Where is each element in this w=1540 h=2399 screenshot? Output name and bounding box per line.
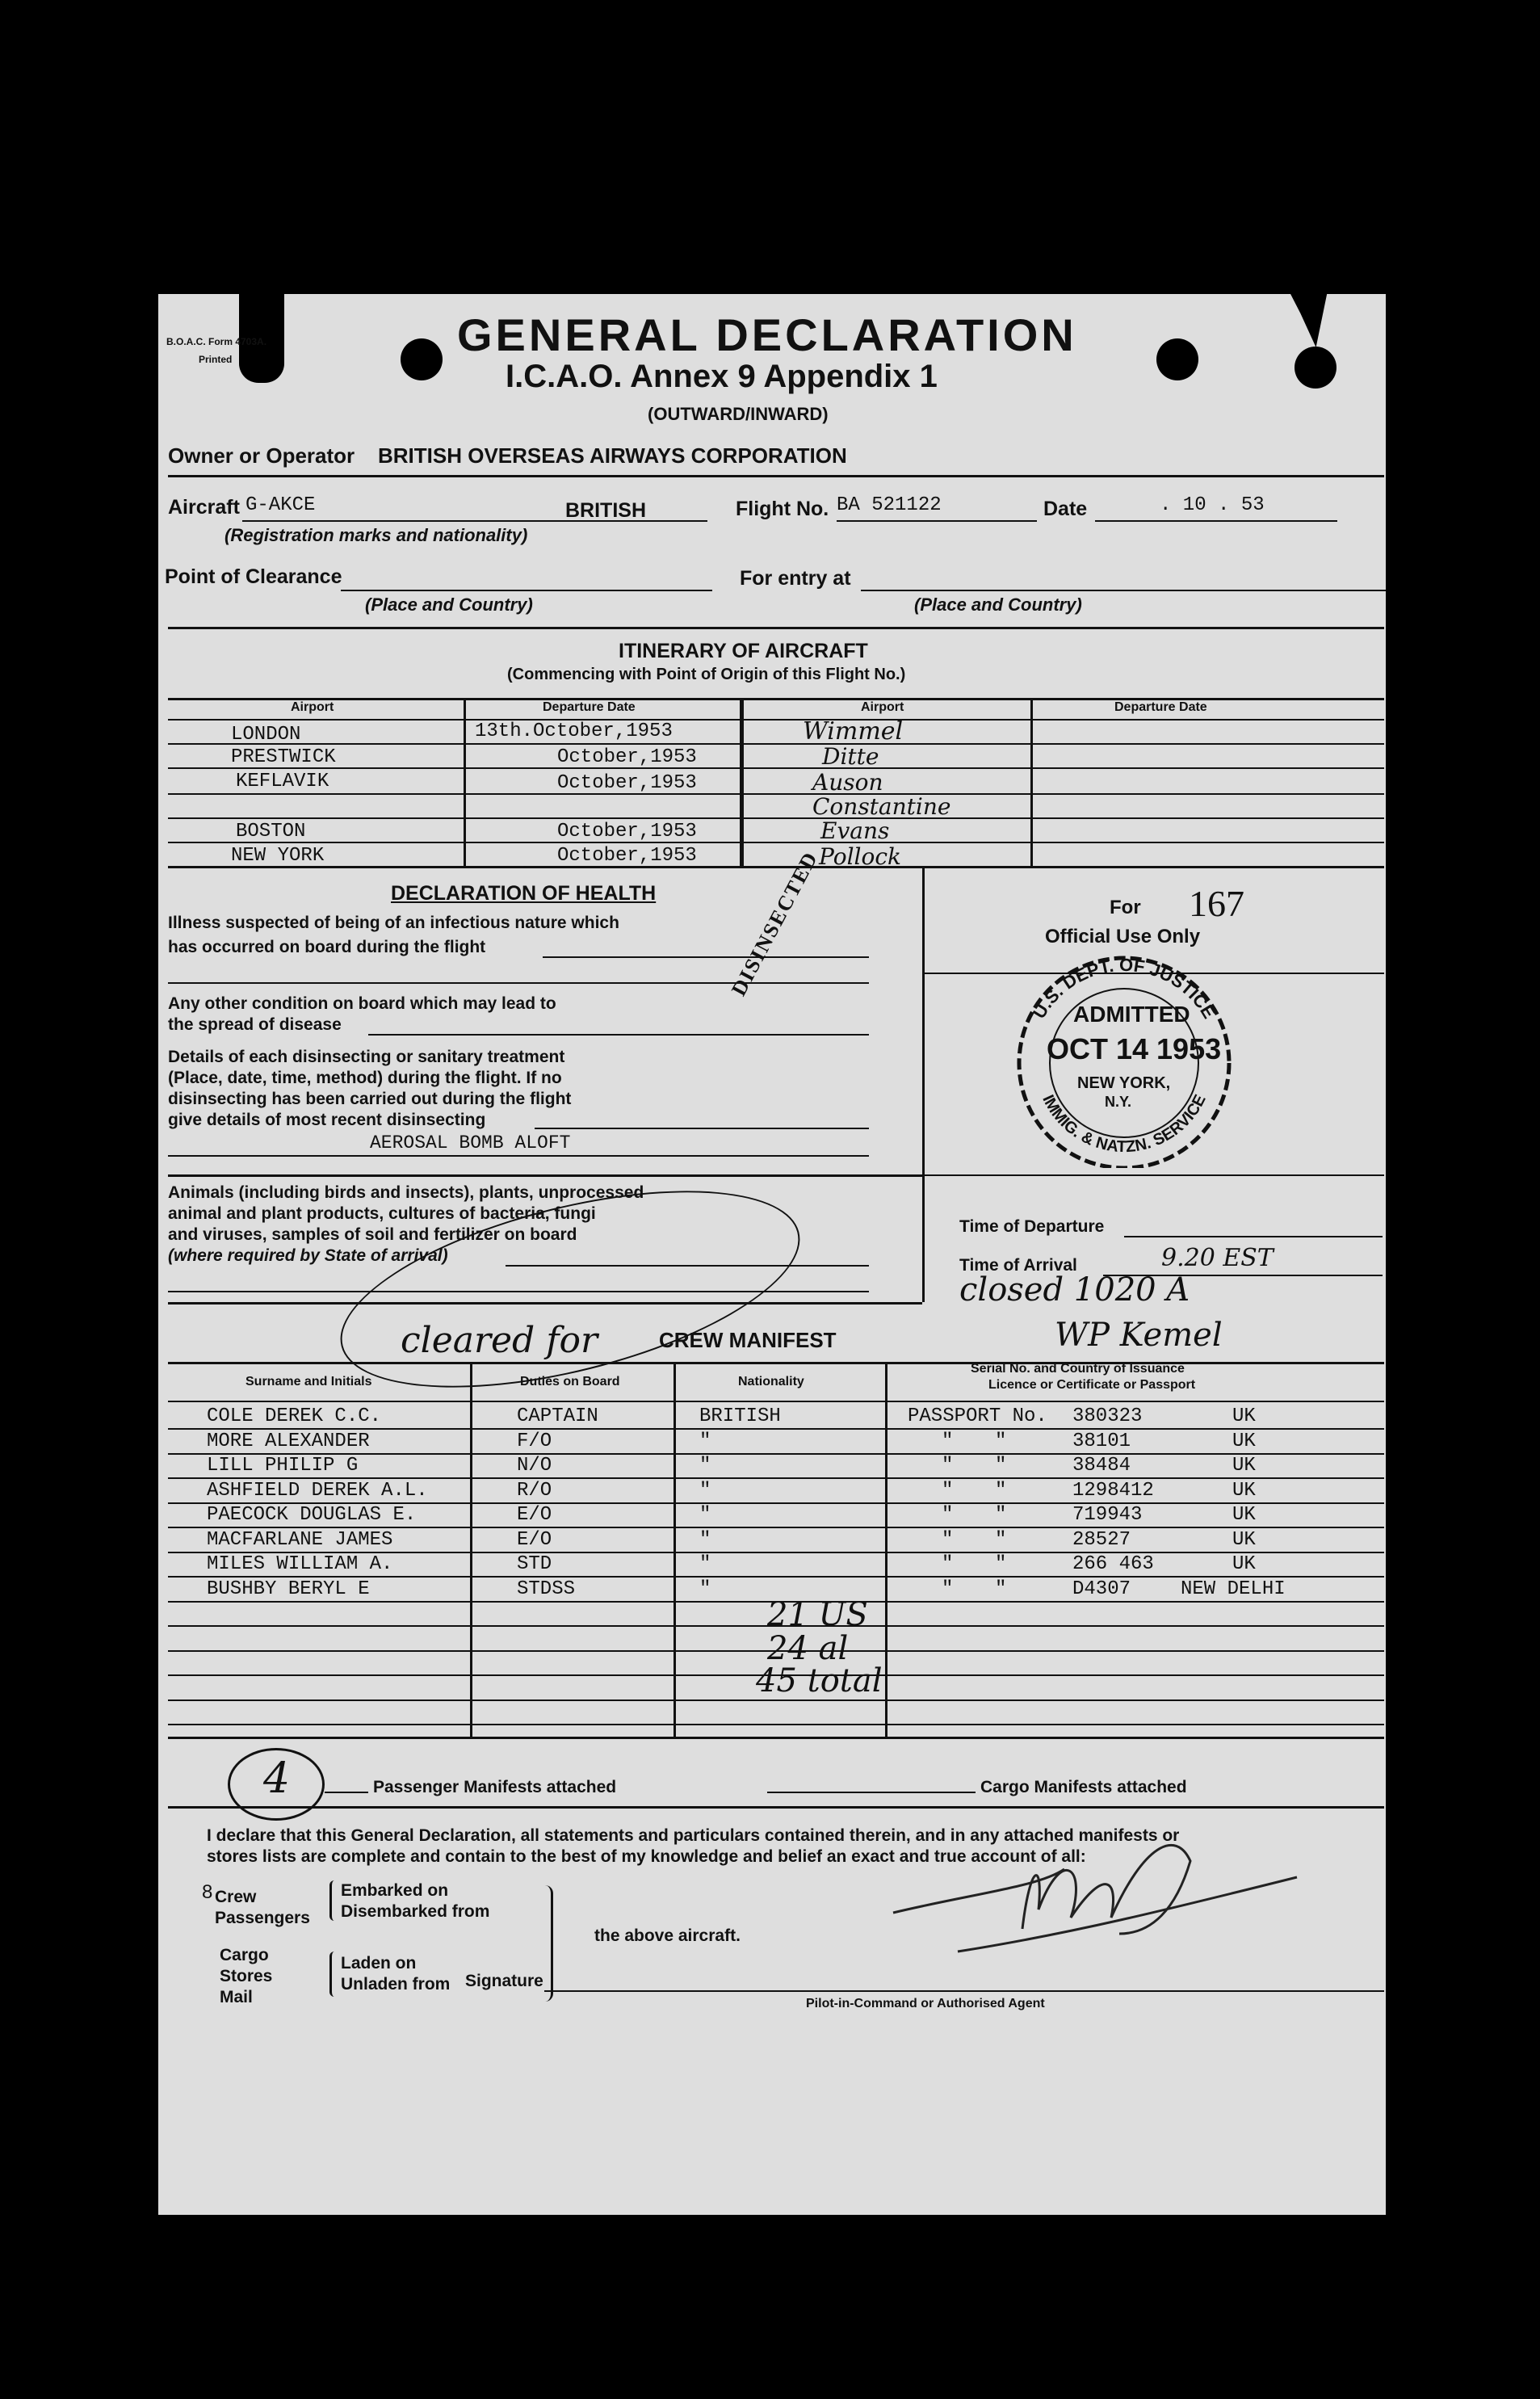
torn-corner (1289, 291, 1328, 347)
crew-name: COLE DEREK C.C. (207, 1405, 382, 1427)
health-official-divider (922, 866, 925, 1302)
clearance-label: Point of Clearance (165, 565, 342, 588)
punch-hole (401, 338, 443, 380)
page-title: GENERAL DECLARATION (457, 309, 1077, 360)
crew-row-rule (168, 1699, 1384, 1701)
crew-nationality: BRITISH (699, 1405, 781, 1427)
crew-nationality: " (699, 1529, 711, 1551)
handwritten-signature: Pollock (819, 843, 901, 870)
official-number: 167 (1189, 883, 1244, 924)
itinerary-header-airport-2: Airport (861, 700, 904, 714)
owner-label: Owner or Operator (168, 443, 355, 468)
disembarked-label: Disembarked from (341, 1902, 490, 1921)
crew-country: UK (1232, 1405, 1256, 1427)
crew-serial: 380323 (1072, 1405, 1143, 1427)
direction-label: (OUTWARD/INWARD) (648, 404, 829, 424)
passengers-label: Passengers (215, 1909, 310, 1927)
stamp-date: OCT 14 1953 (1047, 1032, 1222, 1065)
crew-name: MACFARLANE JAMES (207, 1529, 393, 1551)
itinerary-header-departure-date-2: Departure Date (1114, 700, 1207, 714)
crew-header-licence: Licence or Certificate or Passport (988, 1378, 1196, 1392)
stamp-state: N.Y. (1105, 1094, 1132, 1110)
crew-tally: 45 total (756, 1662, 883, 1699)
crew-country: NEW DELHI (1181, 1578, 1286, 1600)
crew-ditto-mark: " (942, 1504, 954, 1526)
crew-duty: R/O (517, 1480, 552, 1502)
crew-label: Crew (215, 1888, 257, 1906)
aircraft-label: Aircraft (168, 496, 240, 519)
crew-row-rule (168, 1576, 1384, 1578)
cargo-label: Cargo (220, 1946, 269, 1964)
cleared-note: cleared for (401, 1320, 598, 1361)
crew-duty: STDSS (517, 1578, 576, 1600)
crew-duty: N/O (517, 1455, 552, 1477)
above-aircraft-label: the above aircraft. (594, 1926, 741, 1945)
crew-col-divider (470, 1362, 472, 1738)
itinerary-row-rule (168, 743, 1384, 745)
crew-ditto-mark: " (942, 1455, 954, 1477)
crew-duty: E/O (517, 1529, 552, 1551)
official-for-label: For (1110, 897, 1141, 918)
animals-text-2: animal and plant products, cultures of bacteria, fungi (168, 1204, 596, 1223)
date-value: . 10 . 53 (1160, 494, 1265, 516)
form-code: B.O.A.C. Form 4703A. (166, 336, 267, 347)
itinerary-header-airport: Airport (291, 700, 334, 714)
itinerary-subheading: (Commencing with Point of Origin of this Flight No.) (507, 666, 906, 683)
laden-label: Laden on (341, 1954, 417, 1973)
crew-row-rule (168, 1428, 1384, 1430)
crew-col-divider (673, 1362, 676, 1738)
disinsecting-text-4: give details of most recent disinsecting (168, 1111, 486, 1129)
crew-count: 8 (202, 1881, 213, 1903)
nationality-value: BRITISH (565, 499, 646, 522)
crew-ditto-mark: " (942, 1431, 954, 1452)
entry-label: For entry at (740, 567, 851, 590)
crew-heading: CREW MANIFEST (659, 1328, 837, 1352)
crew-row-rule (168, 1477, 1384, 1479)
disinsecting-value: AEROSAL BOMB ALOFT (370, 1132, 571, 1153)
crew-duty: CAPTAIN (517, 1405, 598, 1427)
itinerary-row-rule (168, 767, 1384, 769)
crew-serial: 38101 (1072, 1431, 1131, 1452)
crew-serial: 38484 (1072, 1455, 1131, 1477)
crew-nationality: " (699, 1455, 711, 1477)
declaration-text-1: I declare that this General Declaration, all statements and particulars contained therein, and in any attached manifests or (207, 1826, 1180, 1845)
crew-row-rule (168, 1527, 1384, 1528)
arrival-time-label: Time of Arrival (959, 1256, 1077, 1275)
passenger-manifest-count: 4 (263, 1754, 291, 1803)
punch-hole (1156, 338, 1198, 380)
disinsecting-text-2: (Place, date, time, method) during the flight. If no (168, 1069, 562, 1087)
crew-tally: 21 US (767, 1596, 868, 1633)
crew-nationality: " (699, 1480, 711, 1502)
crew-header-name: Surname and Initials (245, 1375, 372, 1389)
itinerary-date: October,1953 (557, 772, 697, 794)
itinerary-date: 13th.October,1953 (475, 721, 673, 742)
crew-top-rule (168, 1362, 1384, 1364)
clearance-rule (168, 627, 1384, 629)
itinerary-row-rule (168, 817, 1384, 819)
itinerary-row-rule (168, 842, 1384, 843)
embarked-label: Embarked on (341, 1881, 449, 1900)
disinsecting-text-3: disinsecting has been carried out during the flight (168, 1090, 572, 1108)
printed-note: Printed (199, 354, 233, 365)
big-brace (543, 1885, 553, 2002)
captain-signature (877, 1813, 1410, 1958)
stamp-ring-bottom: IMMIG. & NATZN. SERVICE (1039, 1091, 1210, 1157)
crew-ditto-mark: " (942, 1553, 954, 1575)
disinsected-stamp: DISINSECTED (727, 847, 823, 1000)
clearance-place-note: (Place and Country) (365, 594, 533, 615)
signature-line (544, 1990, 1384, 1992)
crew-serial: D4307 (1072, 1578, 1131, 1600)
flight-value: BA 521122 (837, 494, 942, 516)
handwritten-signature: Ditte (822, 743, 879, 770)
crew-nationality: " (699, 1504, 711, 1526)
stores-label: Stores (220, 1967, 273, 1985)
crew-bottom-rule (168, 1737, 1384, 1739)
itinerary-col-divider (740, 698, 744, 866)
departure-time-label: Time of Departure (959, 1217, 1105, 1236)
itinerary-airport: LONDON (231, 724, 301, 746)
crew-serial: 1298412 (1072, 1480, 1154, 1502)
crew-header-rule (168, 1401, 1384, 1402)
crew-country: UK (1232, 1431, 1256, 1452)
itinerary-airport: PRESTWICK (231, 746, 336, 768)
itinerary-date: October,1953 (557, 746, 697, 768)
manifest-rule (168, 1806, 1384, 1809)
handwritten-signature: Wimmel (803, 717, 904, 746)
stamp-place: NEW YORK, (1077, 1074, 1171, 1092)
disinsecting-field-line (535, 1128, 869, 1129)
flight-label: Flight No. (736, 498, 829, 520)
crew-ditto-mark: " (942, 1480, 954, 1502)
crew-passport-label: PASSPORT No. (908, 1405, 1047, 1427)
other-condition-text-1: Any other condition on board which may lead to (168, 994, 556, 1013)
itinerary-date: October,1953 (557, 821, 697, 842)
crew-header-serial: Serial No. and Country of Issuance (971, 1362, 1185, 1376)
itinerary-bottom-rule (168, 866, 1384, 868)
crew-name: BUSHBY BERYL E (207, 1578, 370, 1600)
crew-initials-note: WP Kemel (1055, 1317, 1223, 1354)
crew-serial: 266 463 (1072, 1553, 1154, 1575)
crew-name: PAECOCK DOUGLAS E. (207, 1504, 417, 1526)
handwritten-signature: Constantine (812, 793, 951, 820)
signature-label: Signature (465, 1972, 543, 1990)
unladen-label: Unladen from (341, 1975, 451, 1994)
official-rule (922, 1174, 1384, 1176)
itinerary-row-rule (168, 793, 1384, 795)
passenger-manifest-label: Passenger Manifests attached (373, 1778, 617, 1796)
crew-nationality: " (699, 1431, 711, 1452)
signer-label: Pilot-in-Command or Authorised Agent (806, 1997, 1045, 2010)
crew-country: UK (1232, 1480, 1256, 1502)
crew-ditto-mark: " (995, 1578, 1007, 1600)
crew-ditto-mark: " (942, 1578, 954, 1600)
punch-hole (1295, 347, 1336, 389)
departure-time-field-line (1124, 1236, 1383, 1237)
cargo-manifest-line (767, 1792, 976, 1793)
owner-rule (168, 475, 1384, 477)
crew-ditto-mark: " (995, 1480, 1007, 1502)
crew-nationality: " (699, 1578, 711, 1600)
disinsecting-text-1: Details of each disinsecting or sanitary treatment (168, 1048, 565, 1066)
crew-duty: E/O (517, 1504, 552, 1526)
itinerary-header-departure-date: Departure Date (543, 700, 636, 714)
crew-ditto-mark: " (995, 1455, 1007, 1477)
brace (329, 1952, 338, 1997)
other-condition-text-2: the spread of disease (168, 1015, 342, 1034)
crew-nationality: " (699, 1553, 711, 1575)
crew-ditto-mark: " (995, 1529, 1007, 1551)
disinsecting-field-line (168, 1155, 869, 1157)
registration-note: (Registration marks and nationality) (224, 525, 528, 545)
cargo-manifest-label: Cargo Manifests attached (980, 1778, 1187, 1796)
other-condition-field-line (368, 1034, 869, 1036)
crew-ditto-mark: " (995, 1504, 1007, 1526)
crew-serial: 719943 (1072, 1504, 1143, 1526)
handwritten-signature: Auson (812, 769, 883, 796)
page-subtitle: I.C.A.O. Annex 9 Appendix 1 (506, 359, 938, 394)
crew-name: MORE ALEXANDER (207, 1431, 370, 1452)
aircraft-value: G-AKCE (245, 494, 316, 516)
crew-col-divider (885, 1362, 887, 1738)
crew-name: ASHFIELD DEREK A.L. (207, 1480, 428, 1502)
animals-text-3: and viruses, samples of soil and fertilizer on board (168, 1225, 577, 1244)
illness-field-line (168, 982, 869, 984)
crew-name: LILL PHILIP G (207, 1455, 359, 1477)
crew-country: UK (1232, 1529, 1256, 1551)
owner-value: BRITISH OVERSEAS AIRWAYS CORPORATION (378, 443, 847, 468)
stamp-admitted: ADMITTED (1073, 1002, 1190, 1027)
entry-field-line (861, 590, 1386, 591)
date-field-line (1095, 520, 1337, 522)
general-declaration-form (158, 294, 1386, 2215)
official-use-label: Official Use Only (1045, 926, 1201, 947)
crew-row-rule (168, 1724, 1384, 1725)
crew-ditto-mark: " (995, 1431, 1007, 1452)
health-section-rule (168, 1174, 922, 1177)
crew-duty: F/O (517, 1431, 552, 1452)
illness-text-1: Illness suspected of being of an infectious nature which (168, 914, 619, 932)
crew-serial: 28527 (1072, 1529, 1131, 1551)
itinerary-heading: ITINERARY OF AIRCRAFT (619, 640, 868, 662)
animals-text-1: Animals (including birds and insects), plants, unprocessed (168, 1183, 644, 1202)
itinerary-date: October,1953 (557, 845, 697, 867)
passenger-manifest-line (325, 1792, 368, 1793)
handwritten-signature: Evans (820, 817, 890, 844)
closed-note: closed 1020 A (959, 1271, 1190, 1309)
itinerary-airport: BOSTON (236, 821, 306, 842)
crew-ditto-mark: " (995, 1553, 1007, 1575)
entry-place-note: (Place and Country) (914, 594, 1082, 615)
itinerary-airport: KEFLAVIK (236, 771, 329, 792)
declaration-text-2: stores lists are complete and contain to the best of my knowledge and belief an exact and true account of all: (207, 1847, 1086, 1866)
crew-country: UK (1232, 1553, 1256, 1575)
illness-field-line (543, 956, 869, 958)
crew-header-duty: Duties on Board (520, 1375, 620, 1389)
arrival-time-value: 9.20 EST (1161, 1244, 1274, 1272)
crew-tally: 24 al (767, 1630, 849, 1667)
crew-ditto-mark: " (942, 1529, 954, 1551)
health-heading: DECLARATION OF HEALTH (391, 882, 657, 905)
itinerary-col-divider (1030, 698, 1033, 866)
crew-duty: STD (517, 1553, 552, 1575)
illness-text-2: has occurred on board during the flight (168, 938, 486, 956)
crew-country: UK (1232, 1504, 1256, 1526)
flight-field-line (837, 520, 1037, 522)
itinerary-header-rule (168, 719, 1384, 721)
stamp-ring-top: U.S. DEPT. OF JUSTICE (1028, 954, 1220, 1023)
brace (329, 1880, 338, 1921)
crew-country: UK (1232, 1455, 1256, 1477)
mail-label: Mail (220, 1988, 253, 2006)
itinerary-col-divider (464, 698, 466, 866)
animals-text-4: (where required by State of arrival) (168, 1246, 448, 1265)
itinerary-airport: NEW YORK (231, 845, 325, 867)
crew-name: MILES WILLIAM A. (207, 1553, 393, 1575)
date-label: Date (1043, 498, 1088, 520)
crew-header-nationality: Nationality (738, 1375, 804, 1389)
clearance-field-line (341, 590, 712, 591)
